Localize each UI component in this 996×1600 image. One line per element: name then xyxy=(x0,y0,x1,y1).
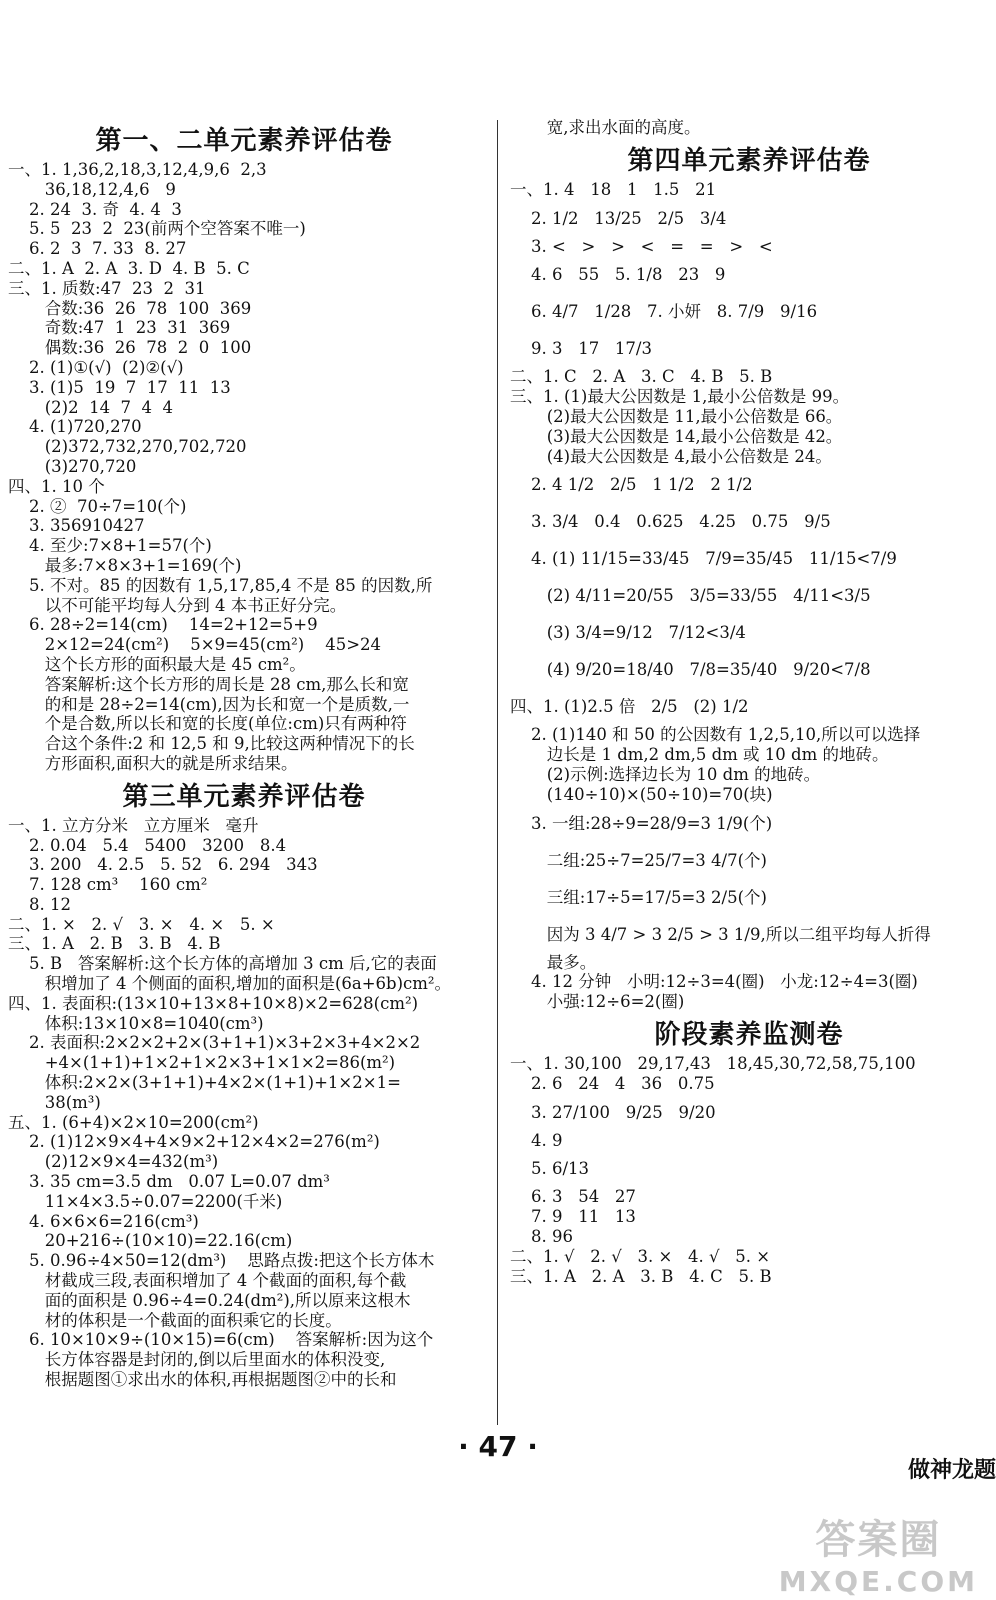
answer-line: 6. 3 54 27 xyxy=(510,1187,636,1207)
answer-line: 3. 356910427 xyxy=(8,516,145,536)
answer-line: 5. B 答案解析:这个长方体的高增加 3 cm 后,它的表面 xyxy=(8,954,437,974)
answer-line: (3) 3/4=9/12 7/12<3/4 xyxy=(510,623,746,643)
answer-line: (3)270,720 xyxy=(8,456,137,476)
answer-line: 36,18,12,4,6 9 xyxy=(8,179,176,199)
answer-line: 8. 96 xyxy=(510,1226,573,1246)
answer-line: 38(m³) xyxy=(8,1092,101,1112)
answer-line: (3)最大公因数是 14,最小公倍数是 42。 xyxy=(510,426,843,446)
answer-line: 奇数:47 1 23 31 369 xyxy=(8,318,231,338)
answer-line: (2)12×9×4=432(m³) xyxy=(8,1152,219,1172)
answer-line: 20+216÷(10×10)=22.16(cm) xyxy=(8,1231,293,1251)
answer-line: 4. 12 分钟 小明:12÷3=4(圈) 小龙:12÷4=3(圈) xyxy=(510,972,918,992)
answer-line: 根据题图①求出水的体积,再根据题图②中的长和 xyxy=(8,1370,397,1390)
answer-line: 四、1. 10 个 xyxy=(8,476,105,496)
answer-line: 一、1. 1,36,2,18,3,12,4,9,6 2,3 xyxy=(8,160,267,179)
answer-line: 答案解析:这个长方形的周长是 28 cm,那么长和宽 xyxy=(8,674,409,694)
left-answer-column xyxy=(8,118,480,1390)
answer-line: 以不可能平均每人分到 4 本书正好分完。 xyxy=(8,595,347,615)
answer-line: 方形面积,面积大的就是所求结果。 xyxy=(8,753,298,773)
answer-line: 3. 200 4. 2.5 5. 52 6. 294 343 xyxy=(8,855,318,875)
answer-line: 11×4×3.5÷0.07=2200(千米) xyxy=(8,1191,283,1211)
answer-line: (2) 4/11=20/55 3/5=33/55 4/11<3/5 xyxy=(510,586,871,606)
answer-line: 二、1. × 2. √ 3. × 4. × 5. × xyxy=(8,914,275,934)
answer-line: 8. 12 xyxy=(8,894,71,914)
answer-line: 五、1. (6+4)×2×10=200(cm²) xyxy=(8,1112,259,1132)
answer-line: 5. 不对。85 的因数有 1,5,17,85,4 不是 85 的因数,所 xyxy=(8,575,433,595)
answer-line: 3. 27/100 9/25 9/20 xyxy=(510,1102,716,1122)
answer-line: 三、1. A 2. A 3. B 4. C 5. B xyxy=(510,1266,772,1286)
answer-line: 2. 6 24 4 36 0.75 xyxy=(510,1073,715,1093)
brand-label: 做神龙题 xyxy=(907,1458,996,1483)
answer-line: 体积:2×2×(3+1+1)+4×2×(1+1)+1×2×1= xyxy=(8,1073,401,1093)
answer-line: 边长是 1 dm,2 dm,5 dm 或 10 dm 的地砖。 xyxy=(510,745,889,765)
answer-line: 3. 35 cm=3.5 dm 0.07 L=0.07 dm³ xyxy=(8,1172,330,1192)
answer-line: 三、1. (1)最大公因数是 1,最小公倍数是 99。 xyxy=(510,387,850,407)
answer-line: 5. 6/13 xyxy=(510,1159,590,1179)
watermark-url: MXQE.COM xyxy=(778,1565,978,1598)
answer-line: 二、1. C 2. A 3. C 4. B 5. B xyxy=(510,367,773,387)
answer-line: 4. 6×6×6=216(cm³) xyxy=(8,1211,199,1231)
answer-line: 2. (1)①(√) (2)②(√) xyxy=(8,357,184,377)
answer-line: 合数:36 26 78 100 369 xyxy=(8,298,252,318)
answer-line: 四、1. 表面积:(13×10+13×8+10×8)×2=628(cm²) xyxy=(8,993,419,1013)
answer-line: 4. 6 55 5. 1/8 23 9 xyxy=(510,265,726,285)
answer-line: 宽,求出水面的高度。 xyxy=(510,118,701,137)
section-title: 第三单元素养评估卷 xyxy=(122,781,366,812)
answer-line: 小强:12÷6=2(圈) xyxy=(510,992,685,1012)
answer-line: 9. 3 17 17/3 xyxy=(510,339,652,359)
answer-line: 因为 3 4/7 > 3 2/5 > 3 1/9,所以二组平均每人折得 xyxy=(510,924,931,944)
answer-line: 2. 1/2 13/25 2/5 3/4 xyxy=(510,208,727,228)
answer-line: 2. (1)140 和 50 的公因数有 1,2,5,10,所以可以选择 xyxy=(510,725,921,745)
right-answer-column xyxy=(510,118,988,1286)
answer-line: 长方体容器是封闭的,倒以后里面水的体积没变, xyxy=(8,1350,386,1370)
answer-line: 四、1. (1)2.5 倍 2/5 (2) 1/2 xyxy=(510,697,749,717)
answer-line: (4)最大公因数是 4,最小公倍数是 24。 xyxy=(510,446,832,466)
answer-line: 4. (1)720,270 xyxy=(8,417,142,437)
answer-line: +4×(1+1)+1×2+1×2×3+1×1×2=86(m²) xyxy=(8,1053,396,1073)
answer-line: 2. ② 70÷7=10(个) xyxy=(8,496,187,516)
answer-line: 的和是 28÷2=14(cm),因为长和宽一个是质数,一 xyxy=(8,694,410,714)
answer-line: 2. 0.04 5.4 5400 3200 8.4 xyxy=(8,835,287,855)
answer-line: 6. 4/7 1/28 7. 小妍 8. 7/9 9/16 xyxy=(510,302,818,322)
section-title: 第一、二单元素养评估卷 xyxy=(95,126,393,156)
answer-line: 一、1. 30,100 29,17,43 18,45,30,72,58,75,100 xyxy=(510,1053,916,1073)
answer-line: 二、1. A 2. A 3. D 4. B 5. C xyxy=(8,258,250,278)
answer-line: 二组:25÷7=25/7=3 4/7(个) xyxy=(510,850,767,870)
watermark xyxy=(779,1508,978,1598)
answer-line: 4. 至少:7×8+1=57(个) xyxy=(8,536,212,556)
answer-line: 4. (1) 11/15=33/45 7/9=35/45 11/15<7/9 xyxy=(510,549,897,569)
section-title: 阶段素养监测卷 xyxy=(654,1019,844,1050)
watermark-logo-text: 答案圈 xyxy=(815,1517,942,1563)
answer-line: 一、1. 立方分米 立方厘米 毫升 xyxy=(8,815,259,835)
answer-line: 5. 5 23 2 23(前两个空答案不唯一) xyxy=(8,219,306,239)
answer-line: 偶数:36 26 78 2 0 100 xyxy=(8,338,252,358)
answer-line: 3. < > > < = = > < xyxy=(510,236,773,256)
answer-line: 2. 4 1/2 2/5 1 1/2 2 1/2 xyxy=(510,475,753,495)
answer-line: 最多。 xyxy=(510,952,597,972)
answer-line: 2. 24 3. 奇 4. 4 3 xyxy=(8,199,182,219)
answer-line: 一、1. 4 18 1 1.5 21 xyxy=(510,179,717,199)
answer-line: 二、1. √ 2. √ 3. × 4. √ 5. × xyxy=(510,1246,771,1266)
answer-line: 面的面积是 0.96÷4=0.24(dm²),所以原来这根木 xyxy=(8,1290,411,1310)
answer-line: (2)372,732,270,702,720 xyxy=(8,437,247,457)
page-number: · 47 · xyxy=(458,1430,538,1463)
answer-line: (2)2 14 7 4 4 xyxy=(8,397,174,417)
answer-line: 2. (1)12×9×4+4×9×2+12×4×2=276(m²) xyxy=(8,1132,380,1152)
answer-line: (2)示例:选择边长为 10 dm 的地砖。 xyxy=(510,764,821,784)
answer-line: 这个长方形的面积最大是 45 cm²。 xyxy=(8,654,306,674)
answer-line: 三、1. A 2. B 3. B 4. B xyxy=(8,934,221,954)
answer-line: 材截成三段,表面积增加了 4 个截面的面积,每个截 xyxy=(8,1271,407,1291)
answer-line: 6. 10×10×9÷(10×15)=6(cm) 答案解析:因为这个 xyxy=(8,1330,434,1350)
answer-line: 积增加了 4 个侧面的面积,增加的面积是(6a+6b)cm²。 xyxy=(8,974,452,994)
answer-line: (140÷10)×(50÷10)=70(块) xyxy=(510,784,773,804)
answer-line: 三、1. 质数:47 23 2 31 xyxy=(8,278,206,298)
answer-line: 三组:17÷5=17/5=3 2/5(个) xyxy=(510,887,767,907)
answer-line: 3. 一组:28÷9=28/9=3 1/9(个) xyxy=(510,813,773,833)
answer-line: 7. 9 11 13 xyxy=(510,1207,636,1227)
answer-line: 4. 9 xyxy=(510,1130,563,1150)
answer-line: 5. 0.96÷4×50=12(dm³) 思路点拨:把这个长方体木 xyxy=(8,1251,435,1271)
answer-line: 3. (1)5 19 7 17 11 13 xyxy=(8,377,231,397)
answer-line: (2)最大公因数是 11,最小公倍数是 66。 xyxy=(510,406,843,426)
section-title: 第四单元素养评估卷 xyxy=(627,145,871,176)
answer-line: 个是合数,所以长和宽的长度(单位:cm)只有两种符 xyxy=(8,714,407,734)
answer-line: 材的体积是一个截面的面积乘它的长度。 xyxy=(8,1310,342,1330)
answer-line: 2×12=24(cm²) 5×9=45(cm²) 45>24 xyxy=(8,635,382,655)
answer-line: 3. 3/4 0.4 0.625 4.25 0.75 9/5 xyxy=(510,512,831,532)
answer-line: 6. 28÷2=14(cm) 14=2+12=5+9 xyxy=(8,615,318,635)
answer-line: (4) 9/20=18/40 7/8=35/40 9/20<7/8 xyxy=(510,660,871,680)
answer-line: 2. 表面积:2×2×2+2×(3+1+1)×3+2×3+4×2×2 xyxy=(8,1033,421,1053)
answer-line: 体积:13×10×8=1040(cm³) xyxy=(8,1013,264,1033)
answer-line: 7. 128 cm³ 160 cm² xyxy=(8,875,208,895)
answer-line: 合这个条件:2 和 12,5 和 9,比较这两种情况下的长 xyxy=(8,734,415,754)
column-divider xyxy=(497,120,498,1425)
answer-line: 最多:7×8×3+1=169(个) xyxy=(8,555,242,575)
answer-line: 6. 2 3 7. 33 8. 27 xyxy=(8,239,187,259)
